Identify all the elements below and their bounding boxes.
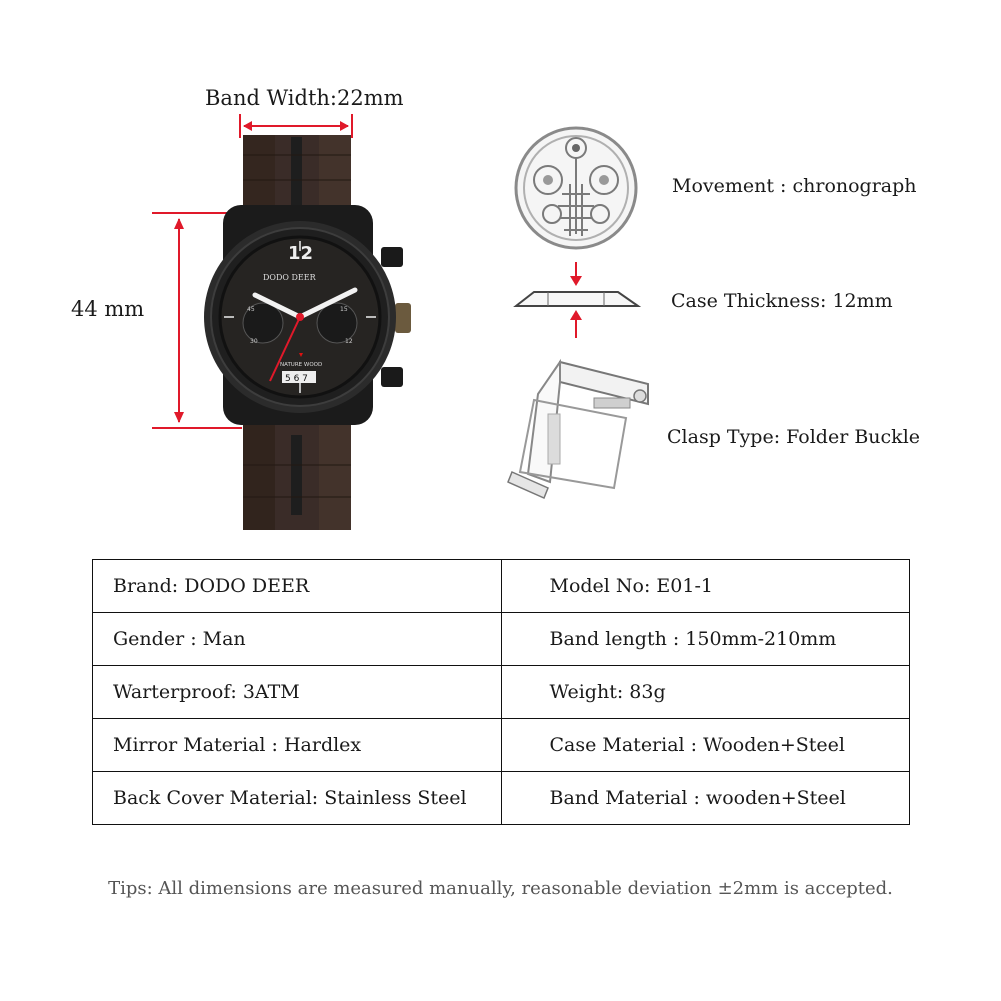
band-width-label: Band Width:22mm: [205, 86, 404, 110]
svg-text:12: 12: [345, 338, 353, 345]
spec-waterproof: Warterproof: 3ATM: [93, 666, 502, 719]
lower-band: [243, 420, 351, 530]
tips-text: Tips: All dimensions are measured manually, reasonable deviation ±2mm is accepted.: [108, 878, 893, 899]
svg-text:5 6 7: 5 6 7: [285, 374, 308, 384]
spec-band-material: Band Material : wooden+Steel: [501, 772, 910, 825]
table-row: [93, 560, 910, 613]
svg-text:15: 15: [340, 306, 348, 313]
table-row: [93, 719, 910, 772]
table-row: [93, 613, 910, 666]
clasp-icon: [498, 354, 658, 502]
spec-back-cover-material: Back Cover Material: Stainless Steel: [93, 772, 502, 825]
spec-mirror-material: Mirror Material : Hardlex: [93, 719, 502, 772]
spec-brand: Brand: DODO DEER: [93, 560, 502, 613]
watch-image: [195, 135, 425, 530]
spec-case-material: Case Material : Wooden+Steel: [501, 719, 910, 772]
spec-gender: Gender : Man: [93, 613, 502, 666]
svg-text:12: 12: [288, 243, 314, 264]
upper-band: [243, 135, 351, 215]
movement-label: Movement : chronograph: [672, 175, 917, 197]
spec-band-length: Band length : 150mm-210mm: [501, 613, 910, 666]
spec-model: Model No: E01-1: [501, 560, 910, 613]
svg-text:45: 45: [247, 306, 255, 313]
svg-text:NATURE WOOD: NATURE WOOD: [280, 362, 323, 368]
svg-text:DODO DEER: DODO DEER: [263, 273, 316, 282]
table-row: [93, 666, 910, 719]
case-thickness-label: Case Thickness: 12mm: [671, 290, 893, 312]
movement-icon: [512, 124, 640, 252]
case-size-label: 44 mm: [71, 297, 145, 321]
svg-text:30: 30: [250, 338, 258, 345]
case-thickness-icon: [512, 258, 642, 342]
spec-weight: Weight: 83g: [501, 666, 910, 719]
table-row: [93, 772, 910, 825]
clasp-label: Clasp Type: Folder Buckle: [667, 426, 921, 448]
spec-table: [92, 559, 910, 825]
